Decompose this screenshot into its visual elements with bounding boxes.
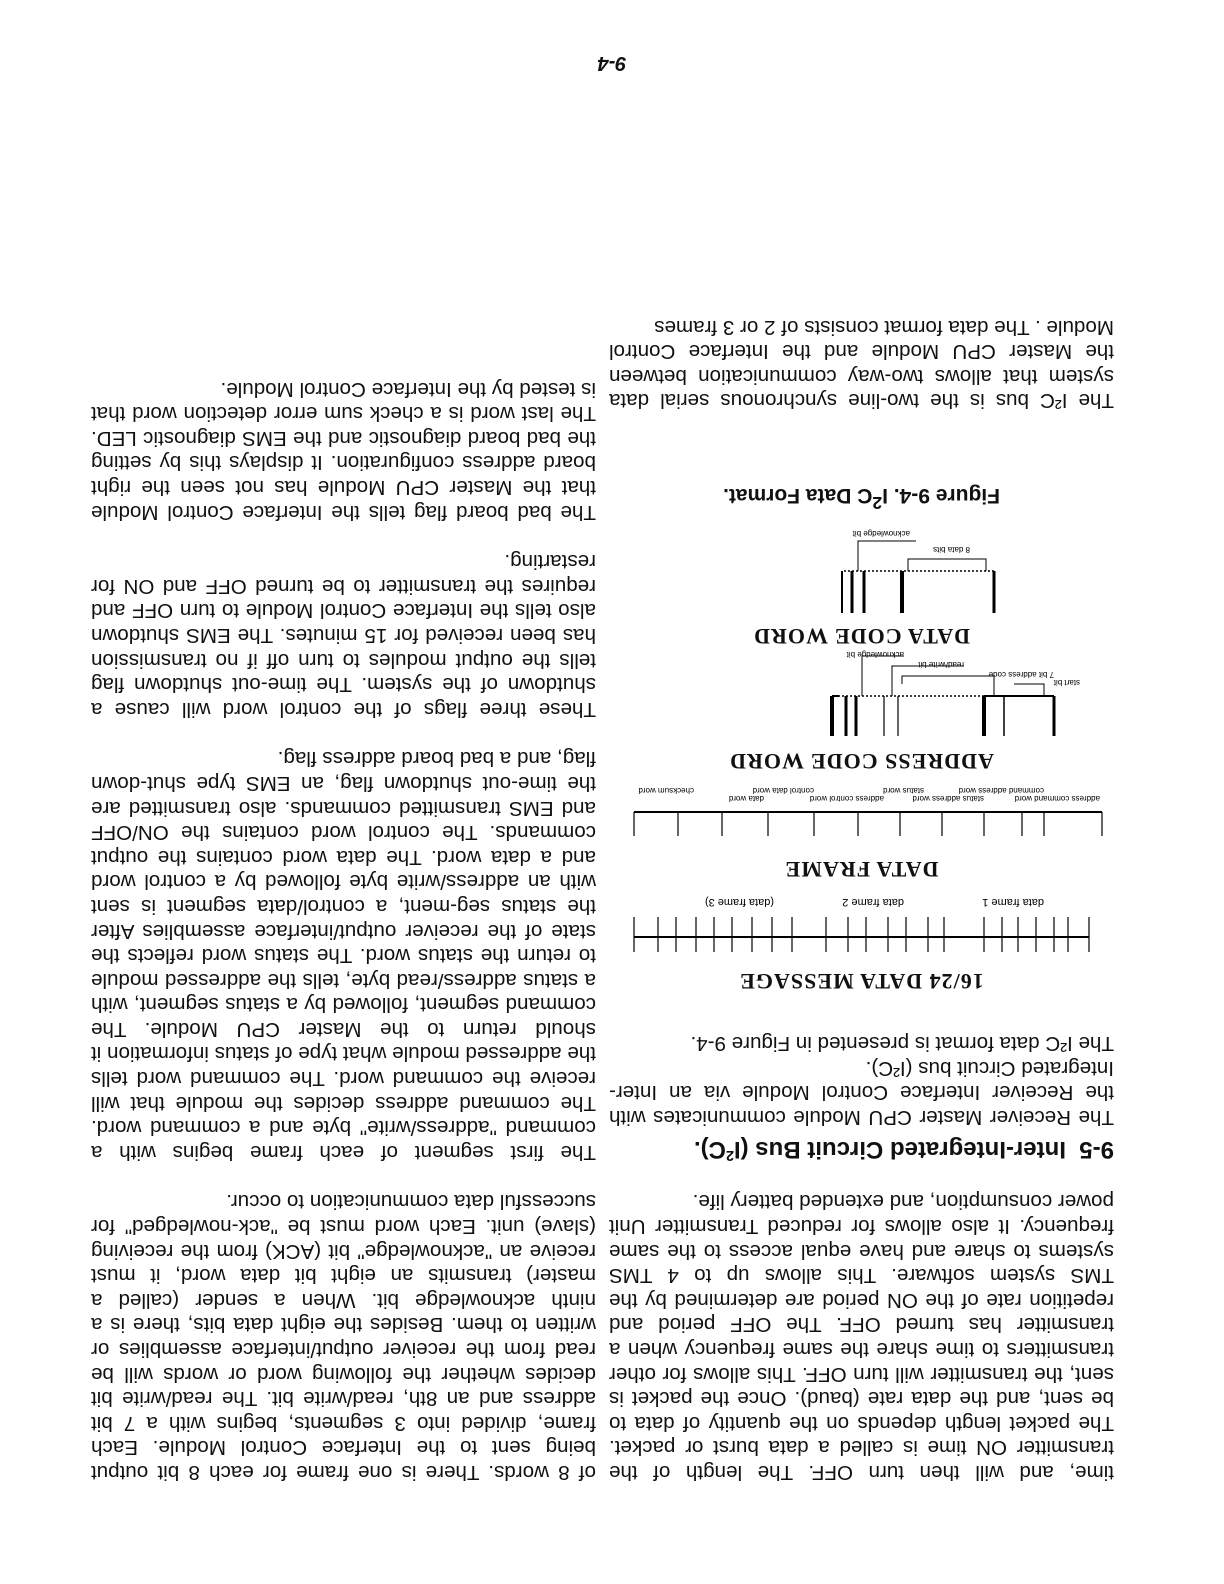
label-data-frame-2: data frame 2 — [842, 896, 904, 909]
right-paragraph-2: The first segment of each frame begins with a command "address/write" byte and a command word. The command address decides the module that will receive the command word. The command word tells the addressed module what type of status information it should return to the Master CPU Module. The command segment, followed by a status segment, with a status address/read byte, tells the addressed module to return the status word. The status word reflects the state of the receiver output/interface assemblies After the status seg-ment, a control/data segment is sent with an address/write byte followed by a control word and a data word. The data word contains the output commands. The control word contains the ON/OFF and EMS transmitted commands. also transmitted are the time-out shutdown flag, an EMS type shut-down flag, and a bad board address flag. — [91, 747, 596, 1164]
figure-title-address-code-word: ADDRESS CODE WORD — [729, 749, 994, 775]
data-label-8-bits: 8 data bits — [933, 545, 970, 555]
frame-label-1: address command word — [1014, 794, 1100, 804]
section-9-5 — [609, 1031, 1114, 1163]
section-title: Inter-Integrated Circuit Bus (I — [733, 1135, 1066, 1163]
frame-label-5: address control word — [809, 794, 884, 804]
frame-label-2: command address word — [958, 786, 1044, 796]
data-label-ack: acknowledge bit — [852, 529, 910, 539]
frame-label-4: status word — [883, 786, 924, 796]
addr-label-rw: read/write bit — [918, 660, 964, 670]
right-paragraph-1: of 8 words. There is one frame for each 8 bit output being sent to the Interface Control Module. Each frame, divided into 3 segments, begins with a 7 bit address and an 8th, read/write bit. The read/write bit decides whether the following word or words will be read from the receiver output/interface assemblies or written to them. Besides the eight data bits, there is a ninth acknowledge bit. When a sender (called a master) transmits an eight bit data word, it must receive an "acknowledge" bit (ACK) from the receiving (slave) unit. Each word must be "ack-nowledged" for successful data communication to occur. — [91, 1190, 596, 1484]
address-code-word-diagram — [609, 650, 1114, 745]
frame-label-7: data word — [728, 794, 764, 804]
frame-label-6: control data word — [752, 786, 814, 796]
label-data-frame-3: (data frame 3) — [704, 896, 774, 909]
data-message-diagram — [609, 893, 1114, 963]
right-column — [91, 376, 596, 1484]
figure-title-data-code-word: DATA CODE WORD — [753, 624, 970, 650]
section-heading: 9-5 Inter-Integrated Circuit Bus $(I^2C)$. — [693, 1135, 1114, 1163]
addr-label-ack: acknowledge bit — [846, 650, 904, 660]
right-paragraph-4: The bad board flag tells the Interface Control Module that the Master CPU Module has not seen the right board address configuration. It displays this by setting the bad board diagnostic and the EMS diagnostic LED. The last word is a check sum error detection word that is tested by the Interface Control Module. — [91, 377, 596, 524]
intro-paragraph: time, and will then turn OFF. The length of the transmitter ON time is called a data burst or packet. The packet length depends on the quantity of data to be sent, and the data rate (baud). Once the packet is sent, the transmitter will turn OFF. This allows for other transmitters to time share the same frequency when a transmitter has turned OFF. The OFF period and repetition rate of the ON period are determined by the TMS system software. This allows up to 4 TMS systems to share and have equal access to the same frequency. It also allows for reduced Transmitter Unit power consumption, and extended battery life. — [609, 1190, 1114, 1484]
figure-9-4 — [609, 435, 1114, 995]
right-paragraph-3: These three flags of the control word will cause a shutdown of the system. The time-out shutdown flag tells the output modules to turn off if no transmission has been received for 15 minutes. The EMS shutdown also tells the Interface Control Module to turn OFF and requires the transmitter to be turned OFF and ON for restarting. — [91, 550, 596, 721]
page-number: 9-4 — [597, 52, 627, 74]
figure-title-data-message: 16/24 DATA MESSAGE — [739, 969, 984, 995]
figure-caption: Figure 9-4. $I^2C$ Data Format. — [723, 484, 1000, 514]
data-code-word-diagram — [609, 520, 1114, 620]
section-number: 9-5 — [1079, 1135, 1114, 1163]
section-paragraph-2: The I²C data format is presented in Figure 9-4. — [690, 1032, 1114, 1056]
label-data-frame-1: data frame 1 — [982, 896, 1044, 909]
closing-paragraph: The I²C bus is the two-line synchronous serial data system that allows two-way communication between the Master CPU Module and the Interface Control Module . The data format consists of 2 or 3 frames — [609, 315, 1114, 413]
left-column — [609, 314, 1114, 1484]
frame-label-3: status address word — [912, 794, 984, 804]
addr-label-7-bit: 7 bit address code — [988, 670, 1054, 680]
figure-title-data-frame: DATA FRAME — [784, 857, 939, 883]
addr-label-start-bit: start bit — [1053, 678, 1080, 688]
data-frame-diagram — [609, 783, 1114, 853]
section-paragraph-1: The Receiver Master CPU Module communicates with the Receiver Interface Control Module via an Inter-Integrated Circuit bus (I²C). — [609, 1056, 1114, 1129]
frame-label-8: checksum word — [638, 786, 694, 796]
